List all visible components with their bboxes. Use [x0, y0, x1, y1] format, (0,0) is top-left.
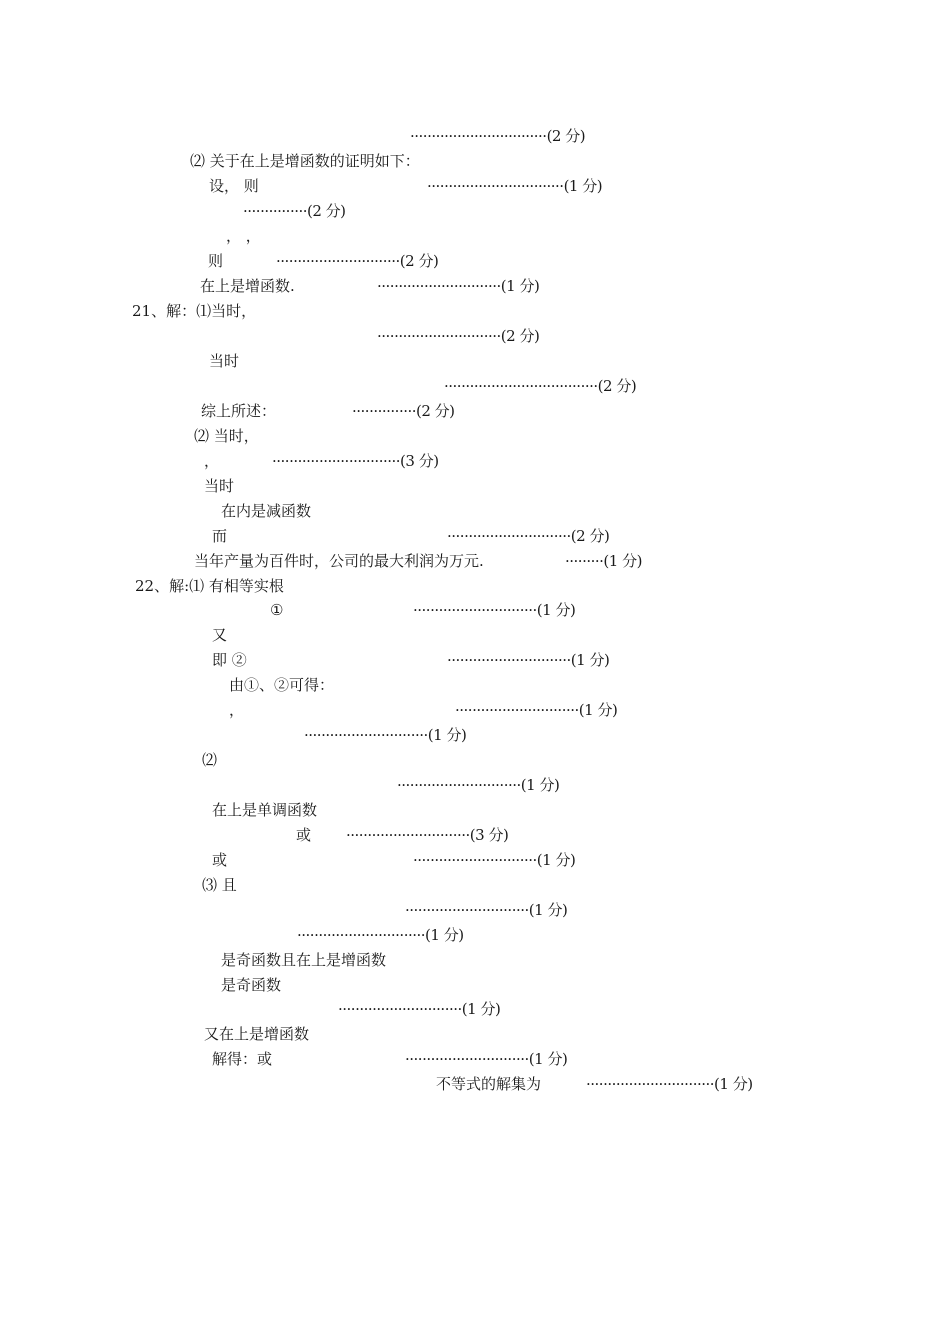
score-marks: ·····························(1 分) — [413, 601, 576, 619]
score-marks: ···············(2 分) — [243, 202, 346, 220]
text-line: 或 — [296, 826, 312, 844]
text-line: 则 — [208, 252, 224, 270]
text-line: ， — [204, 452, 220, 470]
text-line: 在上是单调函数 — [212, 801, 318, 819]
text-line: 而 — [212, 527, 228, 545]
score-marks: ···············(2 分) — [352, 402, 455, 420]
score-marks: ·········(1 分) — [565, 552, 642, 570]
text-line: 又在上是增函数 — [204, 1025, 310, 1043]
text-line: 设， 则 — [209, 177, 259, 195]
text-line: ， ， — [226, 227, 261, 245]
text-line: 即 ② — [212, 651, 247, 669]
text-line: ⑵ 当时， — [194, 427, 259, 445]
text-line: 在内是减函数 — [221, 502, 312, 520]
score-marks: ·····························(2 分) — [276, 252, 439, 270]
score-marks: ·····························(1 分) — [447, 651, 610, 669]
score-marks: ·····························(1 分) — [397, 776, 560, 794]
score-marks: ······························(1 分) — [586, 1075, 753, 1093]
text-line: 综上所述： — [201, 402, 277, 420]
score-marks: ·····························(1 分) — [338, 1000, 501, 1018]
score-marks: ······························(3 分) — [272, 452, 439, 470]
text-line: ⑶ 且 — [202, 876, 237, 894]
score-marks: ································(2 分) — [410, 127, 586, 145]
score-marks: ································(1 分) — [427, 177, 603, 195]
text-line: 在上是增函数. — [200, 277, 295, 295]
text-line: 当年产量为百件时，公司的最大利润为万元. — [194, 552, 484, 570]
score-marks: ·····························(1 分) — [413, 851, 576, 869]
score-marks: ·····························(1 分) — [304, 726, 467, 744]
text-line: 解得：或 — [212, 1050, 273, 1068]
score-marks: ····································(2 分) — [444, 377, 637, 395]
text-line: ， — [229, 701, 245, 719]
score-marks: ·····························(1 分) — [455, 701, 618, 719]
score-marks: ·····························(1 分) — [405, 1050, 568, 1068]
text-line: ⑵ 关于在上是增函数的证明如下： — [190, 152, 420, 170]
score-marks: ·····························(1 分) — [405, 901, 568, 919]
score-marks: ·····························(1 分) — [377, 277, 540, 295]
text-line: ① — [270, 601, 284, 619]
score-marks: ·····························(3 分) — [346, 826, 509, 844]
score-marks: ·····························(2 分) — [377, 327, 540, 345]
question-heading: 21、解：⑴当时， — [132, 302, 257, 320]
text-line: 是奇函数且在上是增函数 — [221, 951, 387, 969]
score-marks: ·····························(2 分) — [447, 527, 610, 545]
question-heading: 22、解:⑴ 有相等实根 — [135, 577, 284, 595]
text-line: 或 — [212, 851, 228, 869]
score-marks: ······························(1 分) — [297, 926, 464, 944]
text-line: 当时 — [204, 477, 235, 495]
text-line: ⑵ — [202, 751, 218, 769]
text-line: 是奇函数 — [221, 976, 282, 994]
text-line: 不等式的解集为 — [436, 1075, 542, 1093]
text-line: 又 — [212, 626, 228, 644]
text-line: 当时 — [209, 352, 240, 370]
text-line: 由①、②可得： — [229, 676, 335, 694]
